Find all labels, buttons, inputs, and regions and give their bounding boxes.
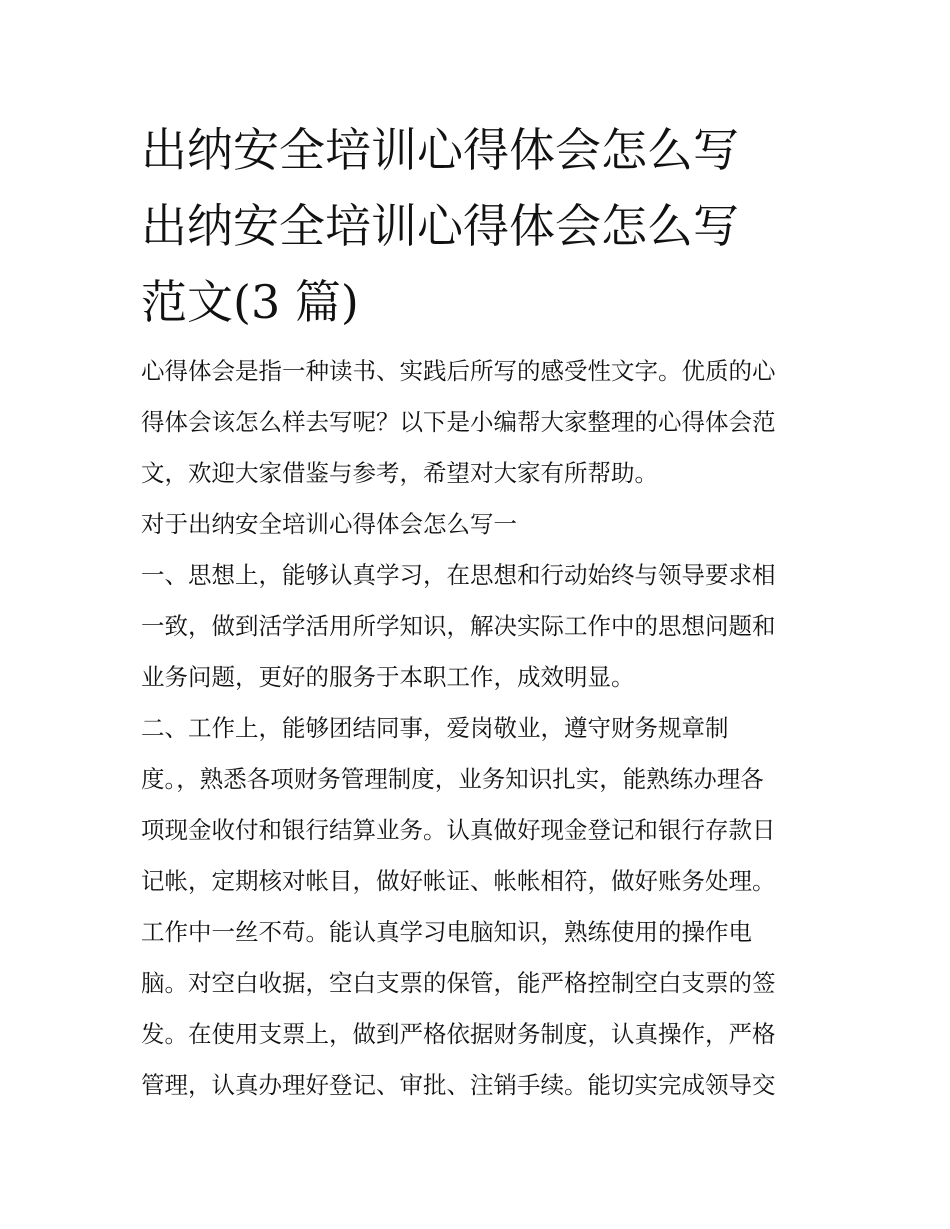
body-line: 心得体会是指一种读书、实践后所写的感受性文字。优质的心: [141, 357, 776, 385]
title-line: 出纳安全培训心得体会怎么写: [141, 123, 739, 177]
document-content: [141, 112, 813, 1111]
section-heading: 对于出纳安全培训心得体会怎么写一: [141, 510, 517, 538]
document-title: [141, 112, 813, 340]
document-body: [141, 346, 813, 1111]
body-line: 得体会该怎么样去写呢？以下是小编帮大家整理的心得体会范: [141, 408, 776, 436]
body-line: 业务问题，更好的服务于本职工作，成效明显。: [141, 663, 635, 691]
body-line: 工作中一丝不苟。能认真学习电脑知识，熟练使用的操作电: [141, 918, 752, 946]
body-line: 发。在使用支票上，做到严格依据财务制度，认真操作，严格: [141, 1020, 776, 1048]
body-line: 管理，认真办理好登记、审批、注销手续。能切实完成领导交: [141, 1071, 776, 1099]
title-line: 出纳安全培训心得体会怎么写: [141, 199, 739, 253]
body-line: 脑。对空白收据，空白支票的保管，能严格控制空白支票的签: [141, 969, 776, 997]
body-line: 一致，做到活学活用所学知识，解决实际工作中的思想问题和: [141, 612, 776, 640]
body-line: 文，欢迎大家借鉴与参考，希望对大家有所帮助。: [141, 459, 658, 487]
body-line: 记帐，定期核对帐目，做好帐证、帐帐相符，做好账务处理。: [141, 867, 776, 895]
body-line: 度。，熟悉各项财务管理制度，业务知识扎实，能熟练办理各: [141, 765, 764, 793]
body-line: 一、思想上，能够认真学习，在思想和行动始终与领导要求相: [141, 561, 776, 589]
body-line: 项现金收付和银行结算业务。认真做好现金登记和银行存款日: [141, 816, 776, 844]
title-line: 范文(3 篇): [141, 275, 359, 329]
body-line: 二、工作上，能够团结同事，爱岗敬业，遵守财务规章制: [141, 714, 729, 742]
